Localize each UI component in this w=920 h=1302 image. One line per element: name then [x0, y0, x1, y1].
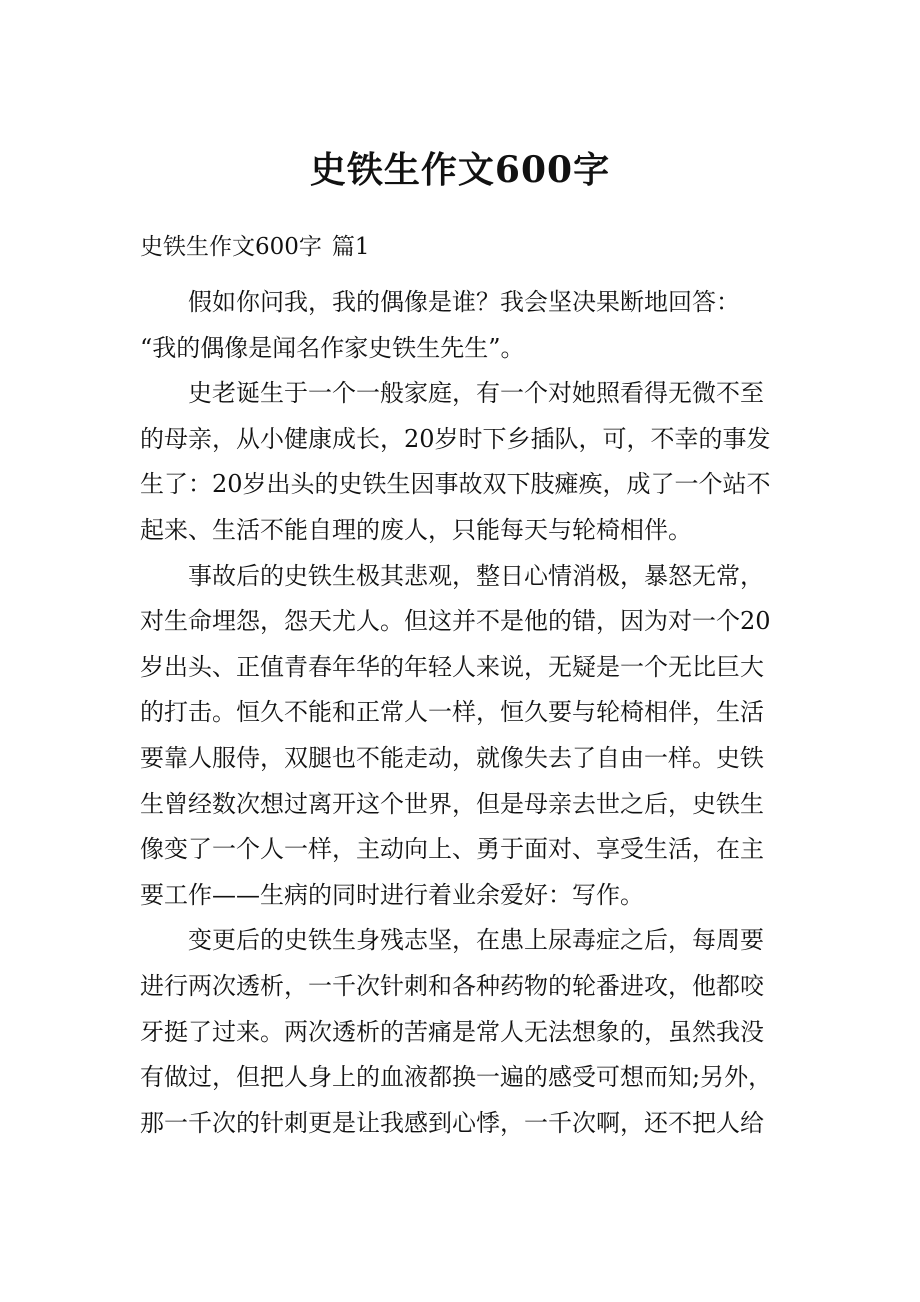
paragraph-1 — [140, 280, 800, 371]
body-text — [140, 280, 800, 1146]
paragraph-line: 对生命埋怨，怨天尤人。但这并不是他的错，因为对一个20 — [140, 607, 771, 636]
paragraph-line: 岁出头、正值青春年华的年轻人来说，无疑是一个无比巨大 — [140, 652, 764, 681]
paragraph-line: “我的偶像是闻名作家史铁生先生”。 — [140, 333, 525, 362]
paragraph-line: 那一千次的针刺更是让我感到心悸，一千次啊，还不把人给 — [140, 1108, 764, 1137]
paragraph-line: 的打击。恒久不能和正常人一样，恒久要与轮椅相伴，生活 — [140, 698, 764, 727]
paragraph-line: 起来、生活不能自理的废人，只能每天与轮椅相伴。 — [140, 515, 692, 544]
paragraph-line: 进行两次透析，一千次针刺和各种药物的轮番进攻，他都咬 — [140, 971, 764, 1000]
document-title: 史铁生作文600字 — [309, 149, 611, 191]
section-heading-label: 篇1 — [331, 234, 370, 260]
paragraph-line: 牙挺了过来。两次透析的苦痛是常人无法想象的，虽然我没 — [140, 1017, 764, 1046]
paragraph-line: 像变了一个人一样，主动向上、勇于面对、享受生活，在主 — [140, 835, 764, 864]
paragraph-line: 的母亲，从小健康成长，20岁时下乡插队，可，不幸的事发 — [140, 424, 771, 453]
paragraph-line: 生曾经数次想过离开这个世界，但是母亲去世之后，史铁生 — [140, 789, 764, 818]
paragraph-line: 要靠人服侍，双腿也不能走动，就像失去了自由一样。史铁 — [140, 743, 764, 772]
paragraph-2 — [140, 371, 800, 553]
paragraph-line: 假如你问我，我的偶像是谁？我会坚决果断地回答： — [188, 288, 740, 316]
paragraph-line: 生了：20岁出头的史铁生因事故双下肢瘫痪，成了一个站不 — [140, 470, 771, 499]
paragraph-line: 有做过，但把人身上的血液都换一遍的感受可想而知;另外， — [140, 1063, 773, 1092]
section-heading — [140, 226, 800, 268]
paragraph-line: 变更后的史铁生身残志坚，在患上尿毒症之后，每周要 — [188, 926, 764, 955]
paragraph-line: 史老诞生于一个一般家庭，有一个对她照看得无微不至 — [188, 379, 764, 408]
paragraph-3 — [140, 554, 800, 919]
paragraph-line: 事故后的史铁生极其悲观，整日心情消极，暴怒无常， — [188, 561, 764, 590]
section-heading-title: 史铁生作文600字 — [140, 234, 322, 260]
paragraph-line: 要工作——生病的同时进行着业余爱好：写作。 — [140, 880, 644, 909]
paragraph-4 — [140, 918, 800, 1146]
